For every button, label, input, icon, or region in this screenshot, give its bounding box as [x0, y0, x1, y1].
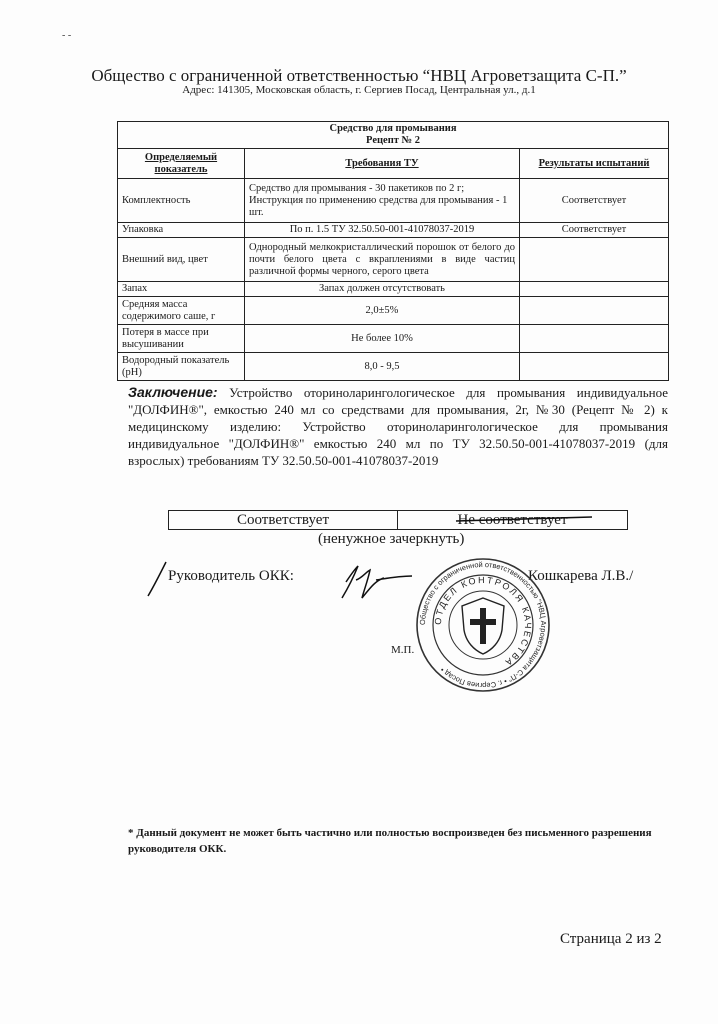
row-param: Комплектность	[118, 179, 245, 223]
row-requirement: Запах должен отсутствовать	[245, 282, 520, 297]
row-param: Упаковка	[118, 223, 245, 238]
quality-control-stamp	[414, 556, 552, 694]
row-result	[520, 325, 669, 353]
conclusion-text: Устройство оториноларингологическое для промывания индивидуальное "ДОЛФИН®", емкостью 240 мл со средствами для промывания, 2г, №30 (Рецепт № 2) к медицинскому изделию: Устройство оториноларингологическое для промывания индивидуальное "ДОЛФИН®" емкостью 240 мл по ТУ 32.50.50-001-41078037-2019 (для взрослых) требованиям ТУ 32.50.50-001-41078037-2019	[128, 385, 669, 468]
row-requirement: По п. 1.5 ТУ 32.50.50-001-41078037-2019	[245, 223, 520, 238]
strikethrough-line	[454, 511, 594, 528]
verdict-not-complies: Не соответствует	[457, 511, 568, 528]
row-param: Средняя масса содержимого саше, г	[118, 297, 245, 325]
row-result	[520, 238, 669, 282]
unneeded-note: (ненужное зачеркнуть)	[318, 531, 465, 547]
table-row	[118, 179, 669, 223]
verdict-complies: Соответствует	[169, 511, 398, 530]
specification-table	[117, 121, 669, 381]
verdict-not-complies-cell	[398, 511, 628, 530]
stamp-inner-text: ОТДЕЛ КОНТРОЛЯ КАЧЕСТВА	[432, 574, 534, 669]
conclusion-label: Заключение:	[128, 384, 218, 400]
row-requirement: 2,0±5%	[245, 297, 520, 325]
row-param: Водородный показатель (pH)	[118, 353, 245, 381]
row-result	[520, 282, 669, 297]
row-result	[520, 297, 669, 325]
table-title-row	[118, 122, 669, 149]
table-row	[118, 353, 669, 381]
table-row	[118, 282, 669, 297]
conclusion-paragraph	[128, 384, 668, 469]
seal-place-label: М.П.	[391, 644, 415, 656]
table-header-row	[118, 149, 669, 179]
row-param: Запах	[118, 282, 245, 297]
page-number: Страница 2 из 2	[560, 931, 662, 947]
verdict-box	[168, 510, 628, 530]
verdict-not-complies-strike	[458, 512, 568, 529]
head-label: Руководитель ОКК:	[168, 568, 294, 584]
table-row	[118, 325, 669, 353]
column-header-results: Результаты испытаний	[520, 149, 669, 179]
organization-title: Общество с ограниченной ответственностью “НВЦ Агроветзащита С-П.”	[91, 66, 627, 85]
column-header-param: Определяемый показатель	[118, 149, 245, 179]
row-result	[520, 353, 669, 381]
row-result: Соответствует	[520, 223, 669, 238]
table-title-line2: Рецепт № 2	[366, 135, 420, 147]
head-name: Кошкарева Л.В./	[528, 568, 634, 584]
table-title-line1: Средство для промывания	[329, 123, 457, 134]
organization-address: Адрес: 141305, Московская область, г. Сергиев Посад, Центральная ул., д.1	[182, 84, 536, 96]
table-row	[118, 297, 669, 325]
scan-mark: - -	[62, 30, 72, 41]
table-row	[118, 238, 669, 282]
table-row	[118, 223, 669, 238]
signature	[336, 558, 416, 604]
row-requirement: Не более 10%	[245, 325, 520, 353]
footnote: * Данный документ не может быть частично или полностью воспроизведен без письменного разрешения руководителя ОКК.	[128, 827, 652, 855]
row-param: Потеря в массе при высушивании	[118, 325, 245, 353]
table-title	[118, 122, 669, 149]
row-requirement: Однородный мелкокристаллический порошок от белого до почти белого цвета с вкраплениями в виде частиц различной формы черного, серого цвета	[245, 238, 520, 282]
stamp-ring-text: Общество с ограниченной ответственностью "НВЦ Агроветзащита С-П" • г. Сергиев Посад •	[417, 559, 549, 691]
row-param: Внешний вид, цвет	[118, 238, 245, 282]
row-requirement: 8,0 - 9,5	[245, 353, 520, 381]
column-header-requirements: Требования ТУ	[245, 149, 520, 179]
row-result: Соответствует	[520, 179, 669, 223]
row-requirement: Средство для промывания - 30 пакетиков по 2 г; Инструкция по применению средства для промывания - 1 шт.	[245, 179, 520, 223]
